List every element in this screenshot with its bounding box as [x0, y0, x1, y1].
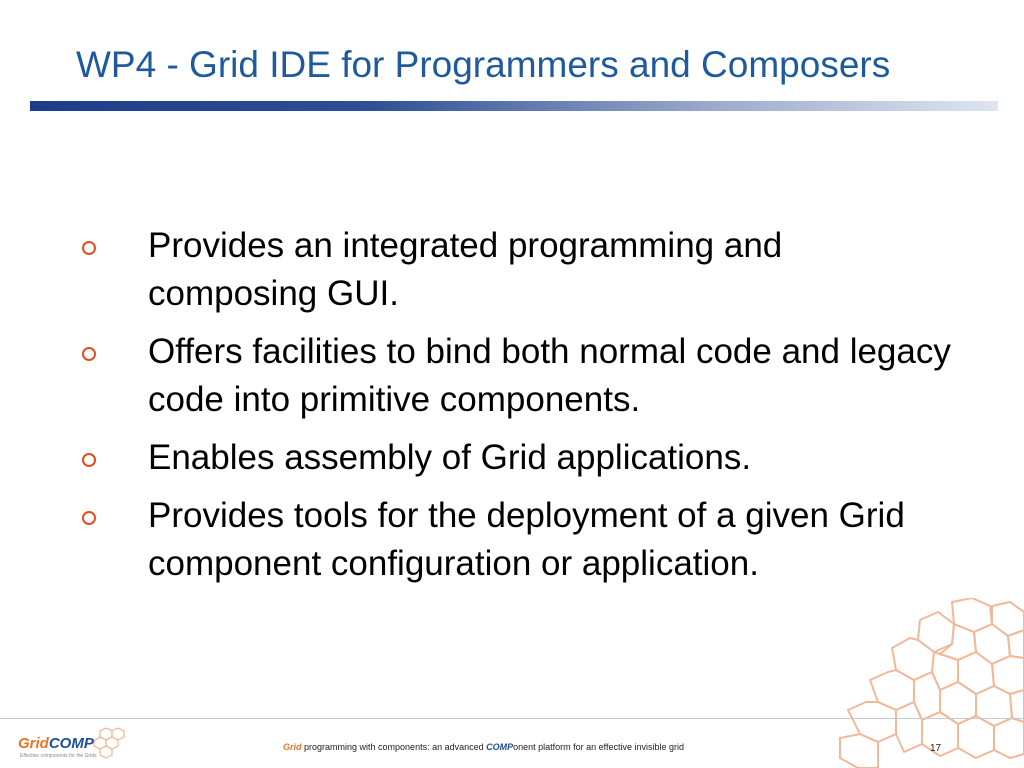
bullet-list: [78, 222, 958, 598]
bullet-item: [78, 328, 958, 424]
bullet-item: [78, 492, 958, 588]
bullet-text: Provides an integrated programming and composing GUI.: [148, 226, 783, 313]
bullet-item: [78, 222, 958, 318]
gridcomp-logo: [18, 727, 128, 763]
logo-wordmark: [18, 735, 94, 752]
logo-grid-text: Grid: [18, 735, 49, 752]
circle-bullet-icon: [82, 347, 96, 361]
logo-tagline: Effective components for the Grids: [20, 753, 97, 759]
hexagon-sphere-decoration-icon: [834, 598, 1024, 768]
page-number: 17: [930, 743, 942, 754]
tagline-comp: COMP: [486, 742, 514, 752]
tagline-grid: Grid: [283, 742, 302, 752]
bullet-item: [78, 434, 958, 482]
bullet-text: Provides tools for the deployment of a given Grid component configuration or application.: [148, 496, 905, 583]
circle-bullet-icon: [82, 453, 96, 467]
footer-tagline: [283, 742, 684, 752]
slide-title: WP4 - Grid IDE for Programmers and Composers: [76, 44, 891, 85]
logo-comp-text: COMP: [48, 735, 94, 752]
footer-divider: [0, 718, 1024, 719]
title-underline-bar: [30, 101, 998, 111]
circle-bullet-icon: [82, 241, 96, 255]
tagline-end: onent platform for an effective invisible grid: [513, 742, 685, 752]
bullet-text: Offers facilities to bind both normal code and legacy code into primitive components.: [148, 332, 951, 419]
tagline-middle: programming with components: an advanced: [301, 742, 487, 752]
circle-bullet-icon: [82, 511, 96, 525]
bullet-text: Enables assembly of Grid applications.: [148, 438, 752, 477]
